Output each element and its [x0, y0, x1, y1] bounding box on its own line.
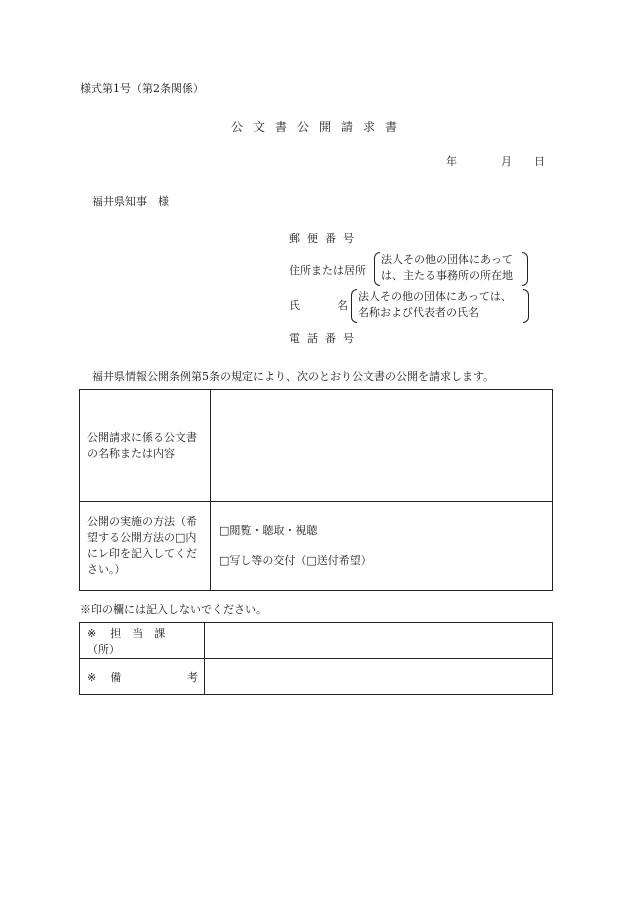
name-note-line: 名称および代表者の氏名: [358, 306, 479, 319]
office-use-table: [79, 622, 553, 695]
department-label: [80, 623, 205, 659]
phone-label: 電話番号: [289, 332, 361, 345]
disclosure-method-label: [80, 502, 211, 591]
label-line: さい。）: [87, 563, 126, 576]
address-note-line: 法人その他の団体にあって: [381, 253, 513, 266]
name-label-second: 名: [337, 299, 348, 312]
remarks-field[interactable]: [205, 659, 553, 695]
label-line: の名称または内容: [87, 446, 175, 460]
label-line: 望する公開方法の□内: [87, 531, 197, 544]
disclosure-method-options: [211, 502, 553, 591]
table-row: [80, 502, 553, 591]
asterisk-mark: ※: [87, 670, 97, 684]
label-line: 公開請求に係る公文書: [87, 430, 197, 444]
label-line: にレ印を記入してくだ: [87, 547, 197, 560]
date-year: 年: [446, 155, 457, 168]
name-note: [351, 289, 529, 323]
postal-code-label: 郵便番号: [289, 232, 361, 245]
remarks-label-first: 備: [110, 670, 122, 684]
table-row: [80, 623, 553, 659]
remarks-label-second: 考: [187, 670, 198, 684]
date-month: 月: [501, 155, 512, 168]
addressee: 福井県知事 様: [92, 195, 169, 208]
asterisk-mark: ※: [87, 626, 97, 640]
name-note-line: 法人その他の団体にあっては、: [358, 290, 512, 303]
date-day: 日: [534, 155, 545, 168]
date-line: [446, 153, 545, 169]
request-statement: 福井県情報公開条例第5条の規定により、次のとおり公文書の公開を請求します。: [92, 370, 495, 383]
option-copy-delivery[interactable]: □写し等の交付（□送付希望）: [219, 554, 372, 567]
option-view-listen[interactable]: □閲覧・聴取・視聴: [219, 524, 318, 537]
table-row: [80, 659, 553, 695]
address-note: [374, 252, 528, 286]
remarks-label: [80, 659, 205, 695]
request-table: [79, 389, 553, 591]
address-label: 住所または居所: [289, 264, 366, 277]
department-label-text: 担 当 課 （所）: [87, 626, 177, 656]
document-name-field[interactable]: [211, 390, 553, 502]
department-field[interactable]: [205, 623, 553, 659]
form-code: 様式第1号（第2条関係）: [80, 82, 204, 95]
document-title: 公文書公開請求書: [230, 120, 407, 134]
name-label-first: 氏: [289, 299, 300, 312]
address-note-line: は、主たる事務所の所在地: [381, 269, 513, 282]
label-line: 公開の実施の方法（希: [87, 515, 197, 528]
table-row: [80, 390, 553, 502]
document-name-label: [80, 390, 211, 502]
office-use-note: ※印の欄には記入しないでください。: [80, 603, 267, 616]
